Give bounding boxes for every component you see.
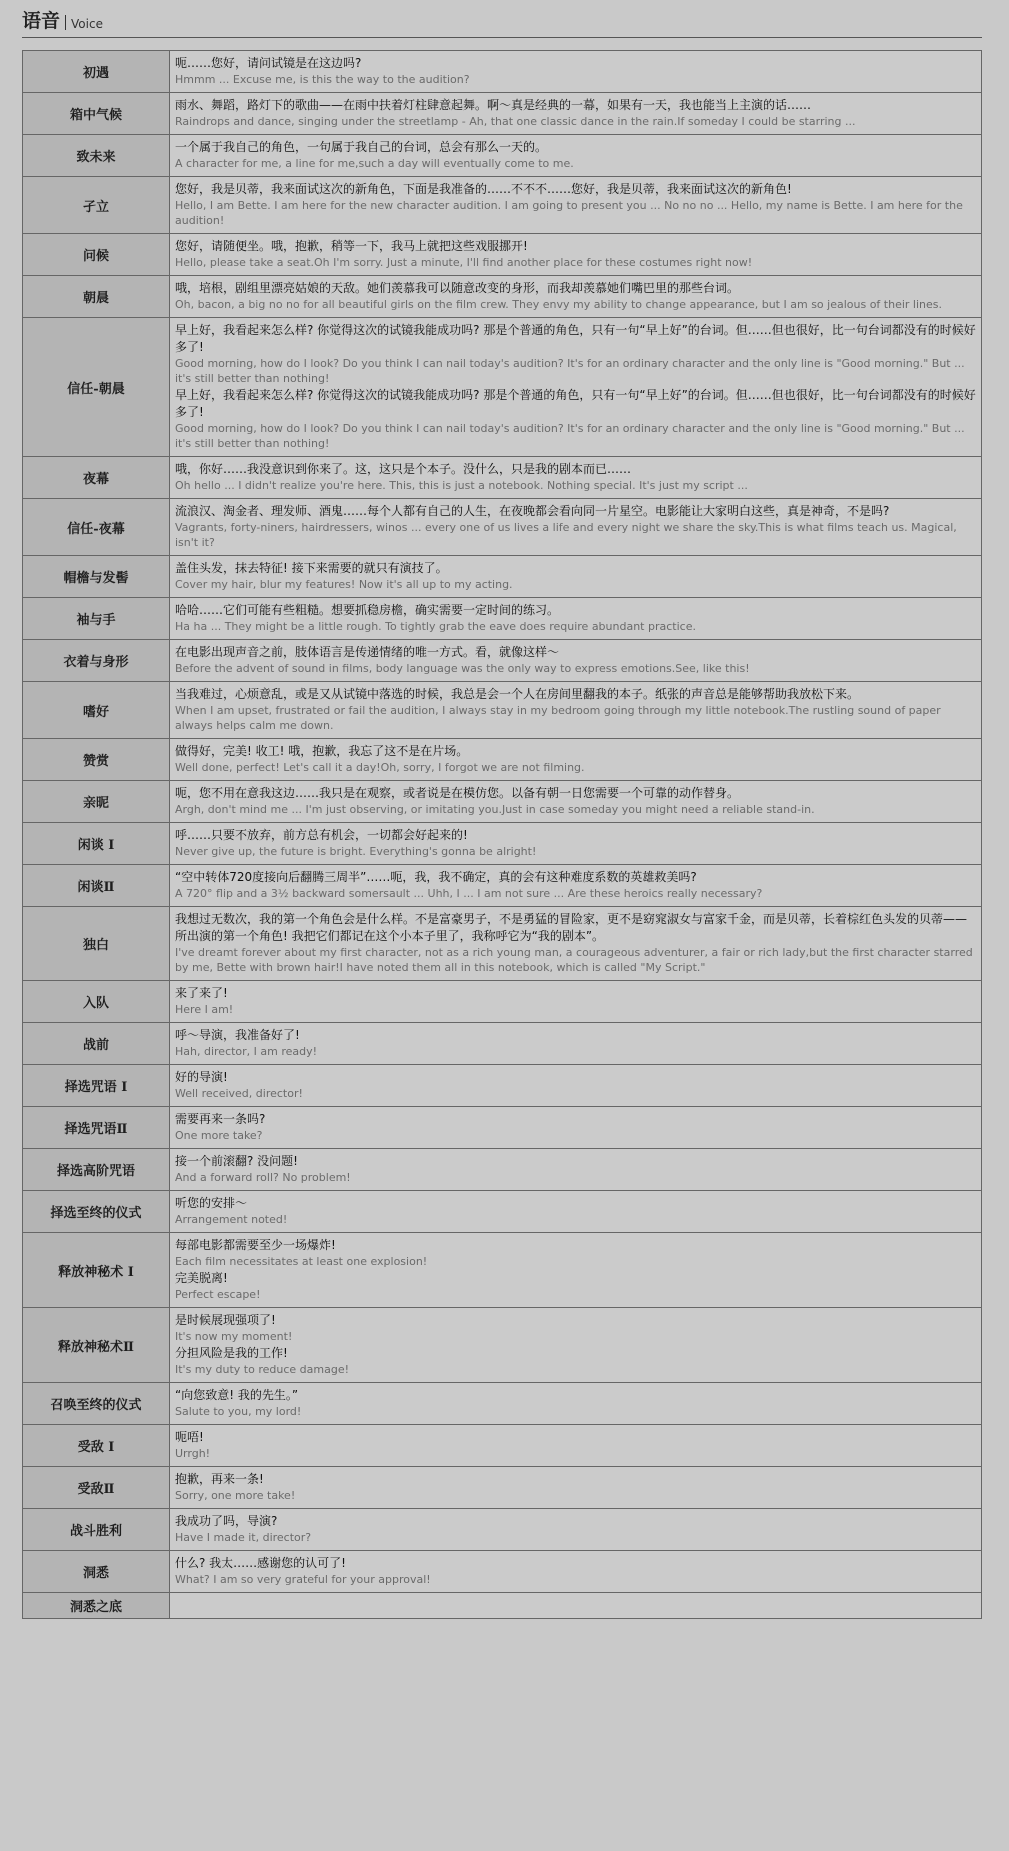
line-english: Salute to you, my lord! [175,1405,302,1418]
line-chinese: 做得好，完美! 收工! 哦，抱歉，我忘了这不是在片场。 [175,744,469,758]
voice-lines [170,1383,982,1425]
line-english: Have I made it, director? [175,1531,312,1544]
line-chinese: 我成功了吗，导演? [175,1514,278,1528]
voice-lines [170,1149,982,1191]
voice-lines [170,234,982,276]
voice-row [23,499,982,556]
voice-lines [170,1023,982,1065]
line-english: Good morning, how do I look? Do you think I can nail today's audition? It's for an ordinary character and the only line is "Good morning." But ... it's still better than nothing! [175,357,965,385]
voice-row [23,1233,982,1308]
voice-lines [170,640,982,682]
voice-label: 问候 [23,234,170,276]
voice-row [23,51,982,93]
line-english: Hello, please take a seat.Oh I'm sorry. Just a minute, I'll find another place for these costumes right now! [175,256,753,269]
line-chinese: 我想过无数次，我的第一个角色会是什么样。不是富豪男子，不是勇猛的冒险家，更不是窈窕淑女与富家千金，而是贝蒂，长着棕红色头发的贝蒂——所出演的第一个角色! 我把它们都记在这个小本子里了，我称呼它为“我的剧本”。 [175,912,968,943]
voice-label: 衣着与身形 [23,640,170,682]
voice-lines [170,51,982,93]
voice-section [22,0,982,1615]
voice-row [23,640,982,682]
voice-label: 箱中气候 [23,93,170,135]
voice-lines [170,1308,982,1383]
voice-row [23,907,982,981]
voice-lines [170,739,982,781]
voice-row [23,234,982,276]
line-english: Perfect escape! [175,1288,261,1301]
line-english: Ha ha ... They might be a little rough. To tightly grab the eave does require abundant practice. [175,620,696,633]
line-english: Here I am! [175,1003,234,1016]
line-chinese: “向您致意! 我的先生。” [175,1388,299,1402]
voice-label: 闲谈Ⅱ [23,865,170,907]
voice-label: 夜幕 [23,457,170,499]
line-chinese: 呼……只要不放弃，前方总有机会，一切都会好起来的! [175,828,468,842]
voice-lines [170,1551,982,1593]
line-english: A character for me, a line for me,such a day will eventually come to me. [175,157,574,170]
line-english: Each film necessitates at least one explosion! [175,1255,428,1268]
line-chinese: 接一个前滚翻? 没问题! [175,1154,298,1168]
voice-lines [170,682,982,739]
voice-lines [170,1509,982,1551]
voice-row [23,682,982,739]
line-chinese: 每部电影都需要至少一场爆炸! [175,1238,336,1252]
line-chinese: 在电影出现声音之前，肢体语言是传递情绪的唯一方式。看，就像这样～ [175,645,560,659]
line-english: Sorry, one more take! [175,1489,296,1502]
voice-row [23,781,982,823]
line-chinese: 盖住头发，抹去特征! 接下来需要的就只有演技了。 [175,561,448,575]
line-english: One more take? [175,1129,263,1142]
voice-lines [170,1191,982,1233]
voice-label: 初遇 [23,51,170,93]
voice-row [23,457,982,499]
voice-lines [170,1593,982,1619]
voice-label: 受敌Ⅱ [23,1467,170,1509]
line-english: Before the advent of sound in films, body language was the only way to express emotions.See, like this! [175,662,750,675]
line-chinese: 当我难过，心烦意乱，或是又从试镜中落选的时候，我总是会一个人在房间里翻我的本子。纸张的声音总是能够帮助我放松下来。 [175,687,860,701]
line-english: Well done, perfect! Let's call it a day!Oh, sorry, I forgot we are not filming. [175,761,585,774]
line-chinese: “空中转体720度接向后翻腾三周半”……呃，我，我不确定，真的会有这种难度系数的英雄救美吗? [175,870,697,884]
section-title: 语音 [22,10,61,32]
section-subtitle: Voice [71,17,103,31]
voice-row [23,318,982,457]
voice-label: 择选咒语 I [23,1065,170,1107]
voice-row [23,135,982,177]
voice-lines [170,1107,982,1149]
voice-row [23,276,982,318]
voice-row [23,93,982,135]
line-chinese: 您好，我是贝蒂，我来面试这次的新角色，下面是我准备的……不不不……您好，我是贝蒂，我来面试这次的新角色! [175,182,792,196]
line-chinese: 什么? 我太……感谢您的认可了! [175,1556,346,1570]
line-english: When I am upset, frustrated or fail the audition, I always stay in my bedroom going through my little notebook.The rustling sound of paper always helps calm me down. [175,704,941,732]
voice-row [23,981,982,1023]
voice-row [23,1593,982,1619]
voice-label: 入队 [23,981,170,1023]
section-header [22,0,982,38]
line-chinese: 需要再来一条吗? [175,1112,266,1126]
line-chinese: 是时候展现强项了! [175,1313,276,1327]
voice-row [23,1107,982,1149]
voice-row [23,1425,982,1467]
line-english: Hello, I am Bette. I am here for the new character audition. I am going to present you ... No no no ... Hello, my name is Bette. I am here for the audition! [175,199,963,227]
voice-lines [170,907,982,981]
line-chinese: 哦，你好……我没意识到你来了。这，这只是个本子。没什么，只是我的剧本而已…… [175,462,632,476]
line-english: What? I am so very grateful for your approval! [175,1573,431,1586]
line-chinese: 雨水、舞蹈，路灯下的歌曲——在雨中扶着灯柱肆意起舞。啊～真是经典的一幕，如果有一天，我也能当上主演的话…… [175,98,812,112]
line-english: Oh, bacon, a big no no for all beautiful girls on the film crew. They envy my ability to change appearance, but I am so jealous of their lines. [175,298,943,311]
voice-row [23,177,982,234]
voice-lines [170,1065,982,1107]
voice-lines [170,1467,982,1509]
voice-row [23,1065,982,1107]
line-chinese: 呃……您好，请问试镜是在这边吗? [175,56,362,70]
line-english: It's now my moment! [175,1330,293,1343]
voice-label: 朝晨 [23,276,170,318]
line-english: Vagrants, forty-niners, hairdressers, winos ... every one of us lives a life and every night we share the sky.This is what films teach us. Magical, isn't it? [175,521,957,549]
voice-label: 战前 [23,1023,170,1065]
voice-lines [170,318,982,457]
line-chinese: 呃，您不用在意我这边……我只是在观察，或者说是在模仿您。以备有朝一日您需要一个可靠的动作替身。 [175,786,740,800]
voice-lines [170,93,982,135]
voice-row [23,1149,982,1191]
line-chinese: 哦，培根，剧组里漂亮姑娘的天敌。她们羡慕我可以随意改变的身形，而我却羡慕她们嘴巴里的那些台词。 [175,281,740,295]
line-english: Urrgh! [175,1447,211,1460]
voice-lines [170,276,982,318]
voice-row [23,739,982,781]
voice-label: 帽檐与发髻 [23,556,170,598]
voice-label: 独白 [23,907,170,981]
line-chinese: 呼～导演，我准备好了! [175,1028,300,1042]
line-english: Cover my hair, blur my features! Now it's all up to my acting. [175,578,513,591]
voice-lines [170,457,982,499]
voice-row [23,823,982,865]
line-english: It's my duty to reduce damage! [175,1363,349,1376]
voice-label: 释放神秘术Ⅱ [23,1308,170,1383]
line-english: And a forward roll? No problem! [175,1171,351,1184]
voice-table [22,50,982,1619]
line-chinese: 好的导演! [175,1070,228,1084]
voice-row [23,1509,982,1551]
voice-lines [170,1233,982,1308]
voice-row [23,1383,982,1425]
voice-lines [170,781,982,823]
voice-label: 择选咒语Ⅱ [23,1107,170,1149]
line-english: Arrangement noted! [175,1213,288,1226]
voice-lines [170,598,982,640]
voice-lines [170,823,982,865]
line-english: Hmmm ... Excuse me, is this the way to the audition? [175,73,470,86]
line-english: I've dreamt forever about my first character, not as a rich young man, a courageous adventurer, a fair or rich lady,but the first character starred by me, Bette with brown hair!I have noted them all in this notebook, which is called "My Script." [175,946,973,974]
voice-label: 召唤至终的仪式 [23,1383,170,1425]
voice-label: 闲谈 I [23,823,170,865]
voice-lines [170,135,982,177]
voice-row [23,1308,982,1383]
voice-row [23,1023,982,1065]
voice-label: 信任-朝晨 [23,318,170,457]
voice-label: 洞悉 [23,1551,170,1593]
voice-label: 亲昵 [23,781,170,823]
line-chinese: 早上好，我看起来怎么样? 你觉得这次的试镜我能成功吗? 那是个普通的角色，只有一句“早上好”的台词。但……但也很好，比一句台词都没有的时候好多了! [175,388,976,419]
voice-label: 战斗胜利 [23,1509,170,1551]
line-chinese: 流浪汉、淘金者、理发师、酒鬼……每个人都有自己的人生，在夜晚都会看向同一片星空。电影能让大家明白这些，真是神奇，不是吗? [175,504,890,518]
line-english: Never give up, the future is bright. Everything's gonna be alright! [175,845,537,858]
line-chinese: 完美脱离! [175,1271,228,1285]
line-chinese: 呃唔! [175,1430,204,1444]
voice-lines [170,499,982,556]
voice-label: 袖与手 [23,598,170,640]
voice-lines [170,865,982,907]
voice-row [23,1467,982,1509]
voice-label: 赞赏 [23,739,170,781]
voice-lines [170,556,982,598]
line-chinese: 来了来了! [175,986,228,1000]
voice-label: 孑立 [23,177,170,234]
voice-row [23,598,982,640]
voice-row [23,1191,982,1233]
line-chinese: 抱歉，再来一条! [175,1472,264,1486]
line-english: Hah, director, I am ready! [175,1045,318,1058]
voice-label: 释放神秘术 I [23,1233,170,1308]
voice-lines [170,177,982,234]
voice-row [23,556,982,598]
line-english: Raindrops and dance, singing under the streetlamp - Ah, that one classic dance in the rain.If someday I could be starring ... [175,115,856,128]
voice-label: 受敌 I [23,1425,170,1467]
voice-lines [170,1425,982,1467]
voice-label: 洞悉之底 [23,1593,170,1619]
voice-label: 择选至终的仪式 [23,1191,170,1233]
line-chinese: 早上好，我看起来怎么样? 你觉得这次的试镜我能成功吗? 那是个普通的角色，只有一句“早上好”的台词。但……但也很好，比一句台词都没有的时候好多了! [175,323,976,354]
voice-label: 嗜好 [23,682,170,739]
line-chinese: 您好，请随便坐。哦，抱歉，稍等一下，我马上就把这些戏服挪开! [175,239,528,253]
line-english: A 720° flip and a 3½ backward somersault ... Uhh, I ... I am not sure ... Are these heroics really necessary? [175,887,763,900]
line-chinese: 分担风险是我的工作! [175,1346,288,1360]
line-chinese: 一个属于我自己的角色，一句属于我自己的台词，总会有那么一天的。 [175,140,548,154]
line-chinese: 哈哈……它们可能有些粗糙。想要抓稳房檐，确实需要一定时间的练习。 [175,603,560,617]
line-chinese: 听您的安排～ [175,1196,248,1210]
line-english: Oh hello ... I didn't realize you're here. This, this is just a notebook. Nothing special. It's just my script ... [175,479,748,492]
line-english: Well received, director! [175,1087,303,1100]
voice-row [23,1551,982,1593]
voice-label: 致未来 [23,135,170,177]
line-english: Argh, don't mind me ... I'm just observing, or imitating you.Just in case someday you might need a reliable stand-in. [175,803,815,816]
voice-label: 信任-夜幕 [23,499,170,556]
line-english: Good morning, how do I look? Do you think I can nail today's audition? It's for an ordinary character and the only line is "Good morning." But ... it's still better than nothing! [175,422,965,450]
voice-row [23,865,982,907]
voice-label: 择选高阶咒语 [23,1149,170,1191]
title-divider [65,15,66,30]
voice-lines [170,981,982,1023]
